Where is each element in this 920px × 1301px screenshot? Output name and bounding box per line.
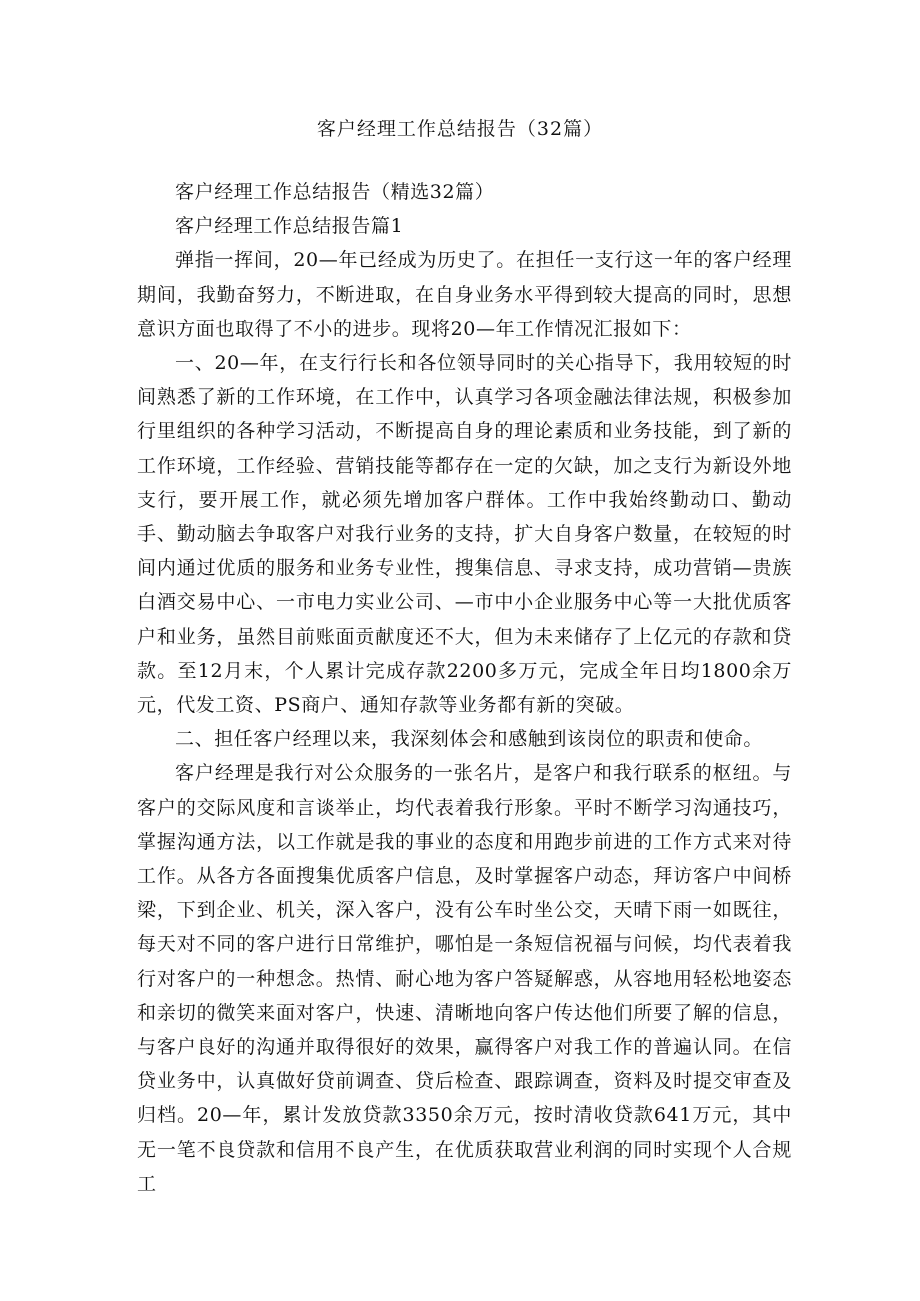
body-paragraph: 一、20—年，在支行行长和各位领导同时的关心指导下，我用较短的时间熟悉了新的工作环境，在工作中，认真学习各项金融法律法规，积极参加行里组织的各种学习活动，不断提高自身的理论素质和业务技能，到了新的工作环境，工作经验、营销技能等都存在一定的欠缺，加之支行为新设外地支行，要开展工作，就必须先增加客户群体。工作中我始终勤动口、勤动手、勤动脑去争取客户对我行业务的支持，扩大自身客户数量，在较短的时间内通过优质的服务和业务专业性，搜集信息、寻求支持，成功营销—贵族白酒交易中心、一市电力实业公司、—市中小企业服务中心等一大批优质客户和业务，虽然目前账面贡献度还不大，但为未来储存了上亿元的存款和贷款。至12月末，个人累计完成存款2200多万元，完成全年日均1800余万元，代发工资、PS商户、通知存款等业务都有新的突破。: [137, 352, 792, 717]
subtitle-paragraph: 客户经理工作总结报告（精选32篇）: [175, 181, 495, 203]
section-heading: 客户经理工作总结报告篇1: [175, 215, 404, 238]
body-paragraph: 客户经理是我行对公众服务的一张名片，是客户和我行联系的枢纽。与客户的交际风度和言谈举止，均代表着我行形象。平时不断学习沟通技巧，掌握沟通方法，以工作就是我的事业的态度和用跑步前进的工作方式来对待工作。从各方各面搜集优质客户信息，及时掌握客户动态，拜访客户中间桥梁，下到企业、机关，深入客户，没有公车时坐公交，天晴下雨一如既往，每天对不同的客户进行日常维护，哪怕是一条短信祝福与问候，均代表着我行对客户的一种想念。热情、耐心地为客户答疑解惑，从容地用轻松地姿态和亲切的微笑来面对客户，快速、清晰地向客户传达他们所要了解的信息，与客户良好的沟通并取得很好的效果，赢得客户对我工作的普遍认同。在信贷业务中，认真做好贷前调查、贷后检查、跟踪调查，资料及时提交审查及归档。20—年，累计发放贷款3350余万元，按时清收贷款641万元，其中无一笔不良贷款和信用不良产生，在优质获取营业利润的同时实现个人合规工: [137, 762, 792, 1195]
body-paragraph: 弹指一挥间，20—年已经成为历史了。在担任一支行这一年的客户经理期间，我勤奋努力，不断进取，在自身业务水平得到较大提高的同时，思想意识方面也取得了不小的进步。现将20—年工作情况汇报如下：: [137, 249, 792, 340]
document-title: 客户经理工作总结报告（32篇）: [316, 118, 604, 140]
body-paragraph: 二、担任客户经理以来，我深刻体会和感触到该岗位的职责和使命。: [175, 728, 764, 751]
document-body: [137, 175, 792, 1201]
